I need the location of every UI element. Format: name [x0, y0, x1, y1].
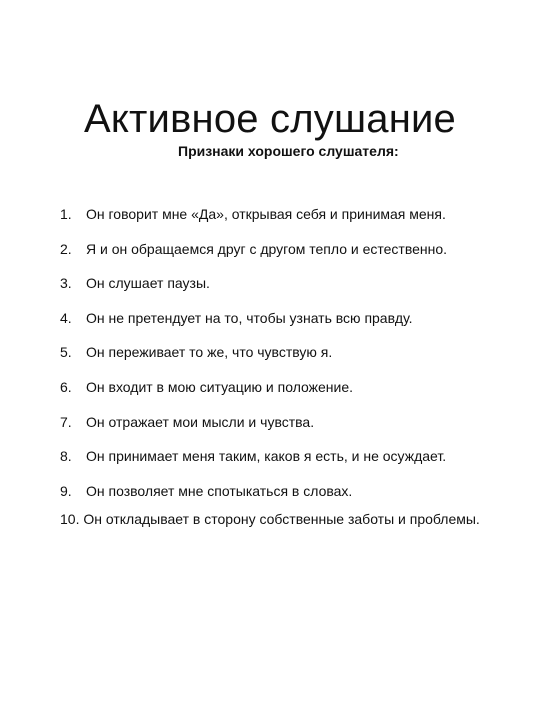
item-number: 8. [60, 448, 72, 465]
item-number: 4. [60, 309, 72, 326]
item-number: 3. [60, 275, 72, 292]
list-item [0, 475, 540, 510]
list-item [0, 371, 540, 406]
list-item [60, 508, 508, 531]
list-item [0, 406, 540, 441]
item-number: 2. [60, 240, 72, 257]
item-text: Он принимает меня таким, каков я есть, и не осуждает. [86, 448, 447, 465]
listener-signs-list [0, 198, 540, 509]
list-item [0, 233, 540, 268]
item-text: Он отражает мои мысли и чувства. [86, 413, 315, 430]
item-text: Он переживает то же, что чувствую я. [86, 344, 333, 361]
item-text: Он откладывает в сторону собственные заботы и проблемы. [83, 511, 480, 527]
item-text: Я и он обращаемся друг с другом тепло и естественно. [86, 240, 448, 257]
item-text: Он слушает паузы. [86, 275, 210, 292]
list-item [0, 302, 540, 337]
subtitle: Признаки хорошего слушателя: [178, 143, 399, 159]
item-text: Он позволяет мне спотыкаться в словах. [86, 482, 353, 499]
list-item [0, 440, 540, 475]
item-number: 9. [60, 482, 72, 499]
item-text: Он входит в мою ситуацию и положение. [86, 378, 354, 395]
item-number: 6. [60, 378, 72, 395]
list-item [0, 336, 540, 371]
item-number: 7. [60, 413, 72, 430]
page-title: Активное слушание [84, 96, 456, 141]
item-text: Он не претендует на то, чтобы узнать всю правду. [86, 309, 413, 326]
list-item [0, 198, 540, 233]
item-number: 10. [60, 511, 80, 527]
item-number: 1. [60, 206, 72, 222]
item-text: Он говорит мне «Да», открывая себя и принимая меня. [86, 206, 446, 222]
item-number: 5. [60, 344, 72, 361]
list-item [0, 267, 540, 302]
